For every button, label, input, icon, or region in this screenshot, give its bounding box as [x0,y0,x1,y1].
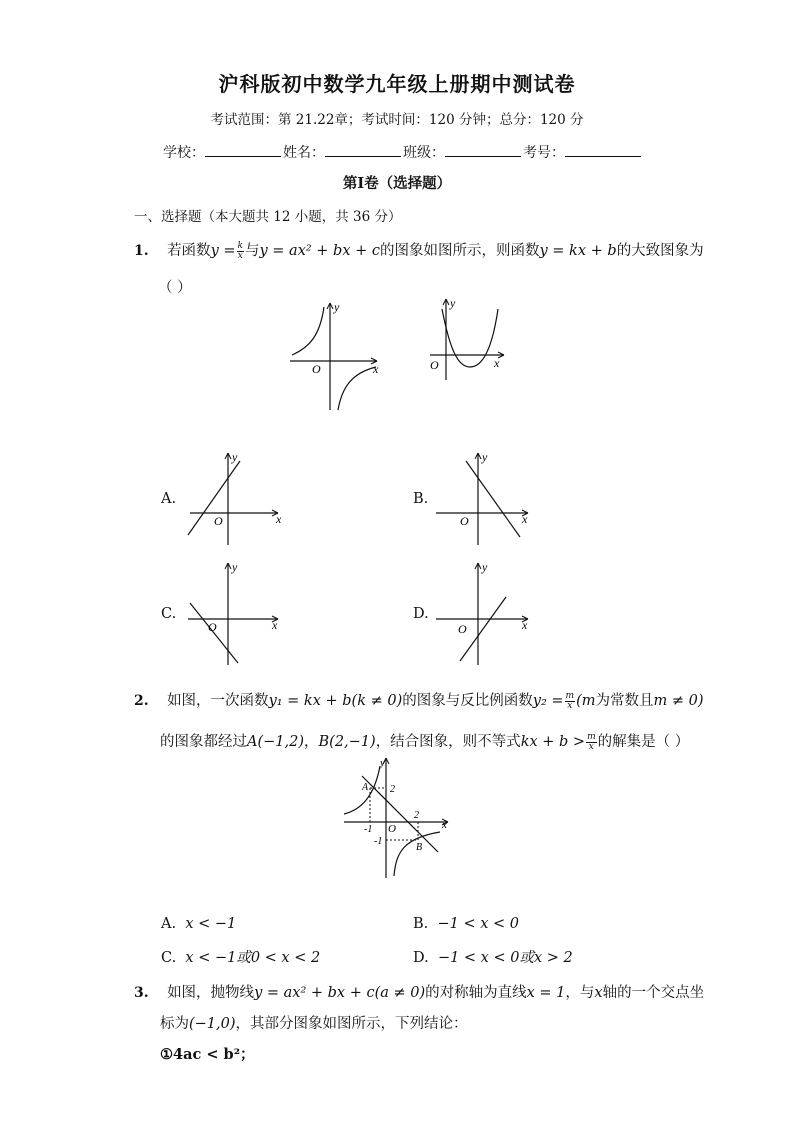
q1-fraction [237,242,244,261]
q2-function-graph [340,752,455,880]
option-label: A. [161,916,177,932]
q2-math: B(2,−1) [318,734,376,750]
frac-den: x [567,700,573,711]
class-label: 班级： [403,145,445,161]
frac-num: m [565,690,575,701]
parabola-curve [442,309,498,367]
q3-math: x = 1 [526,985,566,1001]
q2-text: ，结合图象，则不等式 [375,734,521,750]
q3-text: 的对称轴为直线 [425,985,527,1001]
q1-option-c-graph [180,557,290,667]
origin-label: O [388,823,396,835]
q3-math: x [594,985,603,1001]
q2-fraction [565,692,576,711]
class-blank[interactable] [445,142,521,157]
question-3-line-2 [160,1012,468,1033]
exam-number-blank[interactable] [565,142,641,157]
q3-conclusion-1: ①4ac < b²； [160,1046,255,1063]
option-text: −1 < x < 0 [437,916,519,932]
student-info-row [163,142,643,162]
y-label: y [450,296,456,310]
exam-number-label: 考号： [523,145,565,161]
q2-math: y₁ = kx + b(k ≠ 0) [268,693,403,709]
x-label: x [373,362,379,376]
q3-text: 轴的一个交点坐 [602,985,705,1001]
origin-label: O [460,514,469,528]
q2-option-b[interactable] [413,916,519,932]
q1-text: 与 [244,243,260,259]
q2-math: A(−1,2) [247,734,304,750]
q1-option-b-graph [430,447,540,547]
q2-math: m ≠ 0) [653,693,704,709]
name-label: 姓名： [283,145,325,161]
q1-option-c-label[interactable]: C. [161,606,177,622]
point-b-label: B [416,842,423,853]
question-2-line-2 [160,730,689,752]
y-label: y [482,450,488,464]
frac-den: x [588,741,594,752]
origin-label: O [312,362,321,376]
hyperbola-branch [338,367,376,410]
q2-text: 的图象与反比例函数 [402,693,533,709]
frac-num: k [237,240,243,251]
option-label: D. [413,950,429,966]
q1-math: y = kx + b [539,243,617,259]
school-blank[interactable] [205,142,281,157]
origin-label: O [208,620,217,634]
y-label: y [232,450,238,464]
frac-num: m [587,731,596,742]
origin-label: O [214,514,223,528]
q3-text: ，其部分图象如图所示，下列结论： [235,1016,468,1032]
x-label: x [494,356,500,370]
question-2-line-1 [134,689,703,711]
q1-text: 若函数 [167,243,211,259]
q2-math: kx + b > [520,734,586,750]
x-label: x [442,819,447,831]
x-tick-2: 2 [414,810,419,821]
q2-fraction [586,733,597,752]
q2-option-c[interactable] [161,946,320,967]
question-3-number: 3. [134,985,149,1001]
x-label: x [522,512,528,526]
q2-text: 的图象都经过 [160,734,247,750]
option-label: B. [413,916,429,932]
q3-text: 标为 [160,1016,189,1032]
y-tick-2: 2 [390,784,395,795]
name-blank[interactable] [325,142,401,157]
line-graph [466,461,520,537]
q2-math: (m [576,693,596,709]
q2-text: 如图，一次函数 [167,693,269,709]
q1-option-a-label[interactable]: A. [161,491,177,507]
q1-hyperbola-graph [280,295,390,415]
y-tick-neg1: -1 [374,836,383,847]
frac-den: x [237,250,243,261]
q1-parabola-graph [426,295,516,385]
origin-label: O [430,358,439,372]
question-3-line-1 [134,981,704,1002]
origin-label: O [458,622,467,636]
question-1-line-1 [134,239,704,261]
q2-text: ， [304,734,319,750]
volume-title: 第I卷（选择题） [342,175,452,192]
line-graph [460,597,506,661]
school-label: 学校： [163,145,205,161]
q2-math: y₂ = [532,693,564,709]
option-text: x < −1 [185,916,237,932]
x-label: x [276,512,282,526]
point-a-label: A [362,782,369,793]
y-label: y [482,560,488,574]
hyperbola-branch [394,832,440,876]
q3-text: ，与 [565,985,595,1001]
question-1-paren: （ ） [158,280,192,296]
q3-math: (−1,0) [189,1016,236,1032]
question-1-number: 1. [134,243,149,259]
y-label: y [232,560,238,574]
option-label: C. [161,950,177,966]
x-tick-neg1: -1 [364,824,373,835]
q2-text: 的解集是（ ） [597,734,690,750]
q2-option-a[interactable] [161,916,236,932]
page-title: 沪科版初中数学九年级上册期中测试卷 [218,72,576,96]
question-2-number: 2. [134,693,149,709]
q1-text: 的图象如图所示，则函数 [380,243,540,259]
q1-option-a-graph [180,447,290,547]
x-label: x [272,618,278,632]
q1-math: y = [210,243,236,259]
y-label: y [334,300,340,314]
q3-math: y = ax² + bx + c(a ≠ 0) [254,985,426,1001]
section-title: 一、选择题（本大题共 12 小题，共 36 分） [134,209,402,225]
q1-math: y = ax² + bx + c [259,243,380,259]
q1-option-b-label[interactable]: B. [413,491,429,507]
y-label: y [380,757,385,769]
q1-option-d-graph [430,557,540,667]
hyperbola-branch [292,307,324,355]
q2-option-d[interactable] [413,946,573,967]
q3-text: 如图，抛物线 [167,985,255,1001]
q1-option-d-label[interactable]: D. [413,606,429,622]
q1-text: 的大致图象为 [616,243,704,259]
option-text: x < −1或0 < x < 2 [185,950,321,966]
option-text: −1 < x < 0或x > 2 [437,950,573,966]
q2-text: 为常数且 [595,693,654,709]
exam-subtitle: 考试范围：第 21.22章；考试时间：120 分钟；总分：120 分 [210,112,584,128]
x-label: x [522,618,528,632]
